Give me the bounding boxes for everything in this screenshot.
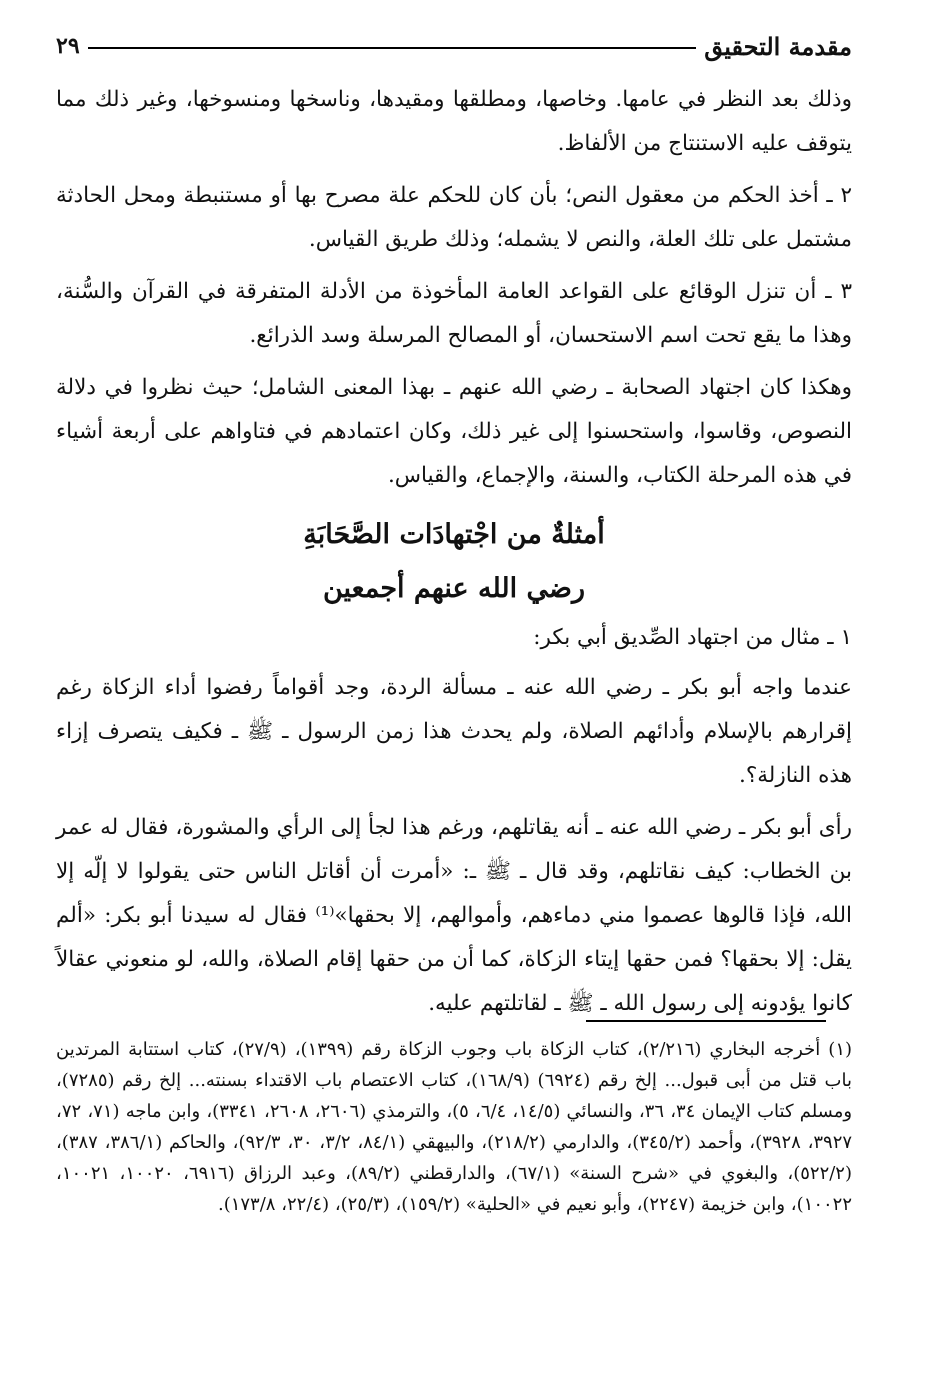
paragraph-4: وهكذا كان اجتهاد الصحابة ـ رضي الله عنهم ـ بهذا المعنى الشامل؛ حيث نظروا في دلالة النصوص، وقاسوا، واستحسنوا إلى غير ذلك، وكان اعتمادهم في فتاواهم على أربعة أشياء في هذه المرحلة الكتاب، والسنة، والإجماع، والقياس. bbox=[56, 375, 852, 488]
footnote-text: (١) أخرجه البخاري (٢/٢١٦)، كتاب الزكاة باب وجوب الزكاة رقم (١٣٩٩)، (٢٧/٩)، كتاب استتابة المرتدين باب قتل من أبى قبول... إلخ رقم (٦٩٢٤) (١٦٨/٩)، كتاب الاعتصام باب الاقتداء بسنته... إلخ رقم (٧٢٨٥)، ومسلم كتاب الإيمان ٣٤، ٣٦، والنسائي (١٤/٥، ٦/٤، ٥)، والترمذي (٢٦٠٦، ٢٦٠٨، ٣٣٤١)، وابن ماجه (٧١، ٧٢، ٣٩٢٧، ٣٩٢٨)، وأحمد (٣٤٥/٢)، والدارمي (٢١٨/٢)، والبيهقي (٨٤/١، ٣/٢، ٣٠، ٩٢/٣)، والحاكم (٣٨٦/١، ٣٨٧)، (٥٢٢/٢)، والبغوي في «شرح السنة» (٦٧/١)، والدارقطني (٨٩/٢)، وعبد الرزاق (٦٩١٦، ١٠٠٢٠، ١٠٠٢١، ١٠٠٢٢)، وابن خزيمة (٢٢٤٧)، وأبو نعيم في «الحلية» (١٥٩/٢)، (٢٥/٣)، (٢٢/٤، ١٧٣/٨). bbox=[56, 1039, 853, 1215]
example-heading: ١ ـ مثال من اجتهاد الصِّديق أبي بكر: bbox=[533, 625, 852, 650]
paragraph-3: ٣ ـ أن تنزل الوقائع على القواعد العامة المأخوذة من الأدلة المتفرقة في القرآن والسُّنة، وهذا ما يقع تحت اسم الاستحسان، أو المصالح المرسلة وسد الذرائع. bbox=[56, 279, 852, 348]
footnote-separator bbox=[586, 1020, 826, 1022]
paragraph-2: ٢ ـ أخذ الحكم من معقول النص؛ بأن كان للحكم علة مصرح بها أو مستنبطة ومحل الحادثة مشتمل على تلك العلة، والنص لا يشمله؛ وذلك طريق القياس. bbox=[56, 183, 852, 252]
section-title bbox=[56, 508, 852, 616]
page-number: ٢٩ bbox=[56, 33, 80, 59]
page-header bbox=[56, 24, 852, 68]
example-paragraph-1: عندما واجه أبو بكر ـ رضي الله عنه ـ مسألة الردة، وجد أقواماً رفضوا أداء الزكاة رغم إقرارهم بالإسلام وأدائهم الصلاة، ولم يحدث هذا زمن الرسول ـ ﷺ ـ فكيف يتصرف إزاء هذه النازلة؟. bbox=[56, 675, 852, 788]
section-title-line-2: رضي الله عنهم أجمعين bbox=[322, 573, 585, 604]
paragraph-1: وذلك بعد النظر في عامها. وخاصها، ومطلقها ومقيدها، وناسخها ومنسوخها، وغير ذلك مما يتوقف عليه الاستنتاج من الألفاظ. bbox=[56, 87, 852, 156]
intro-text bbox=[56, 78, 852, 506]
footnote bbox=[56, 1034, 852, 1220]
running-title: مقدمة التحقيق bbox=[704, 31, 852, 61]
section-title-line-1: أمثلةٌ من اجْتهادَات الصَّحَابَةِ bbox=[303, 519, 605, 550]
examples-text bbox=[56, 616, 852, 1034]
header-rule bbox=[88, 47, 697, 49]
example-paragraph-2: رأى أبو بكر ـ رضي الله عنه ـ أنه يقاتلهم، ورغم هذا لجأ إلى الرأي والمشورة، فقال له عمر بن الخطاب: كيف نقاتلهم، وقد قال ـ ﷺ ـ: «أمرت أن أقاتل الناس حتى يقولوا لا إلّه إلا الله، فإذا قالوها عصموا مني دماءهم، وأموالهم، إلا بحقها»⁽¹⁾ فقال له سيدنا أبو بكر: «ألم يقل: إلا بحقها؟ فمن حقها إيتاء الزكاة، كما أن من حقها إقام الصلاة، والله، لو منعوني عقالاً كانوا يؤدونه إلى رسول الله ـ ﷺ ـ لقاتلتهم عليه. bbox=[56, 815, 853, 1016]
